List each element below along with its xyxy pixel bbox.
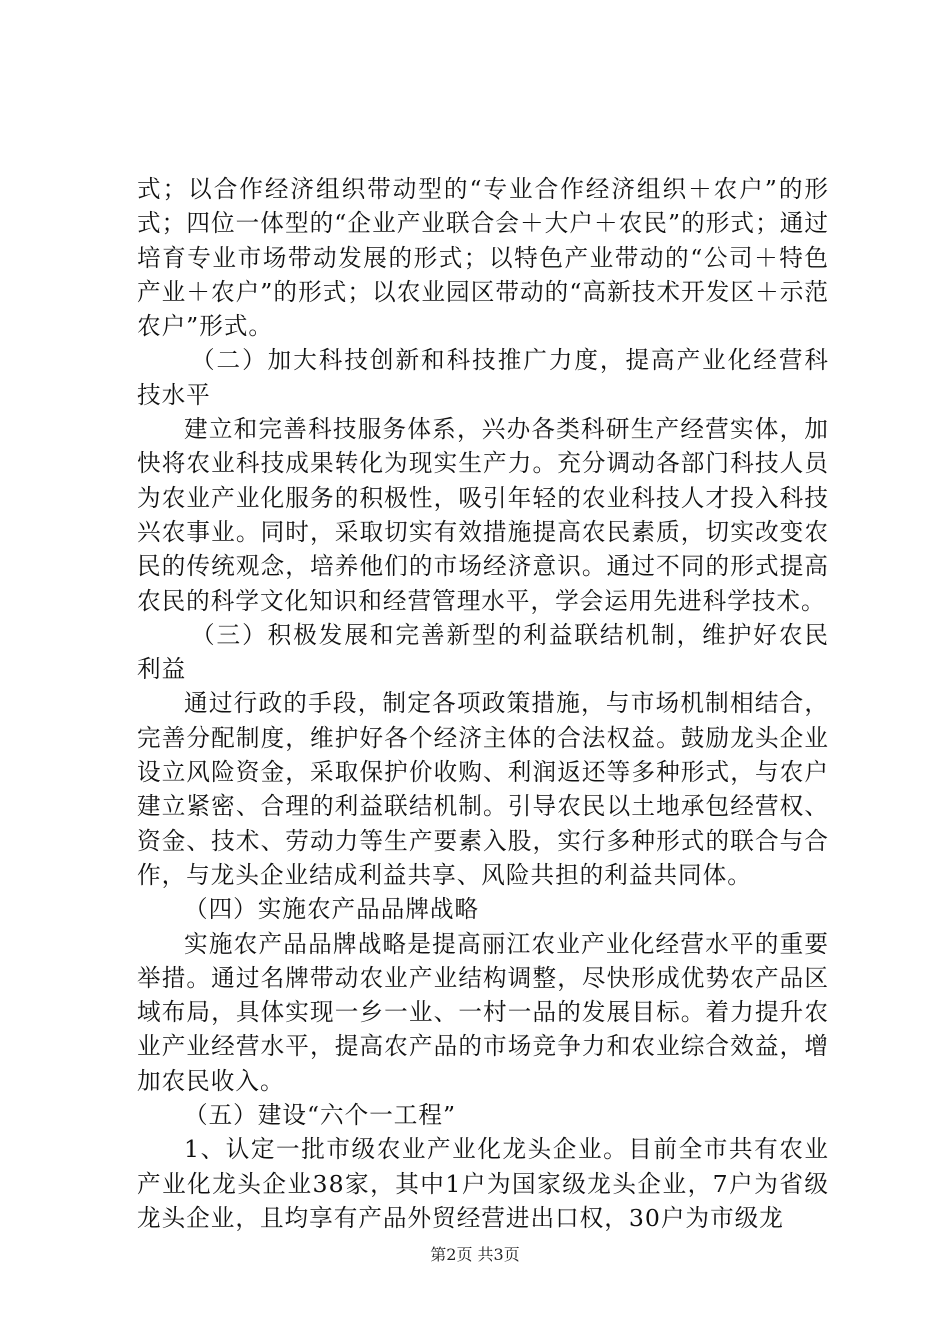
- paragraph-forms-continued: 式；以合作经济组织带动型的“专业合作经济组织＋农户”的形式；四位一体型的“企业产业联合会＋大户＋农民”的形式；通过培育专业市场带动发展的形式；以特色产业带动的“公司＋特色产业＋农户”的形式；以农业园区带动的“高新技术开发区＋示范农户”形式。: [137, 175, 829, 341]
- paragraph-science-technology: 建立和完善科技服务体系，兴办各类科研生产经营实体，加快将农业科技成果转化为现实生产力。充分调动各部门科技人员为农业产业化服务的积极性，吸引年轻的农业科技人才投入科技兴农事业。同时，采取切实有效措施提高农民素质，切实改变农民的传统观念，培养他们的市场经济意识。通过不同的形式提高农民的科学文化知识和经营管理水平，学会运用先进科学技术。: [137, 415, 829, 615]
- heading-benefit-mechanism: （三）积极发展和完善新型的利益联结机制，维护好农民利益: [137, 620, 829, 684]
- paragraph-leading-enterprises: 1、认定一批市级农业产业化龙头企业。目前全市共有农业产业化龙头企业38家，其中1户为国家级龙头企业，7户为省级龙头企业，且均享有产品外贸经营进出口权，30户为市级龙: [137, 1135, 829, 1232]
- page-footer: 第2页 共3页: [430, 1245, 520, 1264]
- paragraph-brand-strategy: 实施农产品品牌战略是提高丽江农业产业化经营水平的重要举措。通过名牌带动农业产业结构调整，尽快形成优势农产品区域布局，具体实现一乡一业、一村一品的发展目标。着力提升农业产业经营水平，提高农产品的市场竞争力和农业综合效益，增加农民收入。: [137, 929, 829, 1095]
- paragraph-benefit-mechanism: 通过行政的手段，制定各项政策措施，与市场机制相结合，完善分配制度，维护好各个经济主体的合法权益。鼓励龙头企业设立风险资金，采取保护价收购、利润返还等多种形式，与农户建立紧密、合理的利益联结机制。引导农民以土地承包经营权、资金、技术、劳动力等生产要素入股，实行多种形式的联合与合作，与龙头企业结成利益共享、风险共担的利益共同体。: [137, 689, 829, 889]
- document-body: [137, 172, 829, 1235]
- heading-six-one-project: （五）建设“六个一工程”: [184, 1101, 457, 1130]
- heading-science-technology: （二）加大科技创新和科技推广力度，提高产业化经营科技水平: [137, 346, 829, 409]
- heading-brand-strategy: （四）实施农产品品牌战略: [184, 895, 480, 924]
